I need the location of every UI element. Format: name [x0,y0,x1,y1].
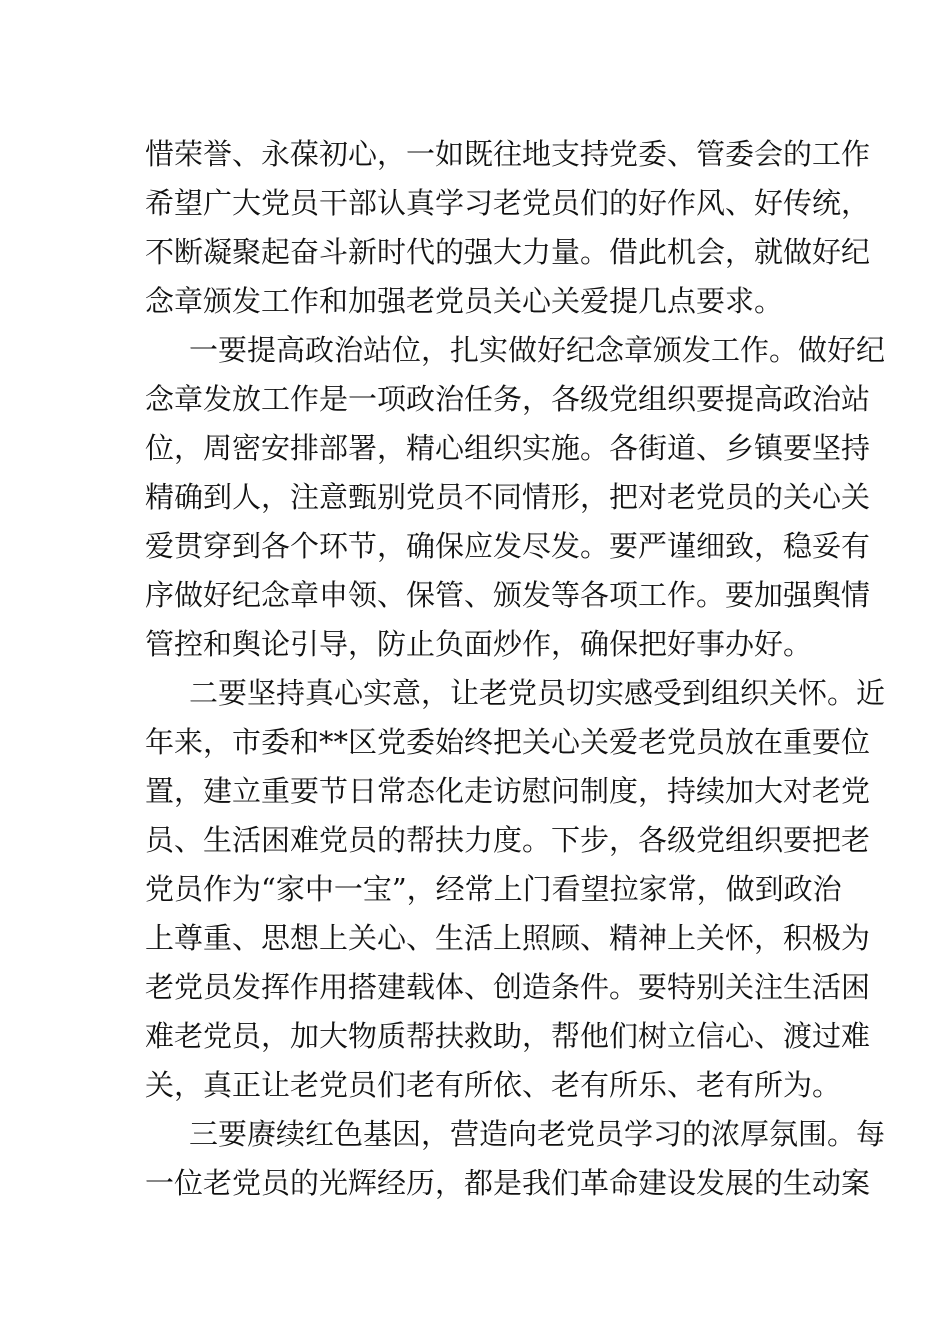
text-line: 位，周密安排部署，精心组织实施。各街道、乡镇要坚持 [145,431,871,465]
text-line: 员、生活困难党员的帮扶力度。下步，各级党组织要把老 [145,823,871,857]
text-line: 关，真正让老党员们老有所依、老有所乐、老有所为。 [145,1068,842,1102]
text-line: 惜荣誉、永葆初心，一如既往地支持党委、管委会的工作 [145,137,871,171]
paragraph-first-line: 一要提高政治站位，扎实做好纪念章颁发工作。做好纪 [189,333,886,367]
text-line: 难老党员，加大物质帮扶救助，帮他们树立信心、渡过难 [145,1019,871,1053]
text-line: 不断凝聚起奋斗新时代的强大力量。借此机会，就做好纪 [145,235,871,269]
text-line: 爱贯穿到各个环节，确保应发尽发。要严谨细致，稳妥有 [145,529,871,563]
text-line: 一位老党员的光辉经历，都是我们革命建设发展的生动案 [145,1166,871,1200]
text-line: 置，建立重要节日常态化走访慰问制度，持续加大对老党 [145,774,871,808]
paragraph-first-line: 三要赓续红色基因，营造向老党员学习的浓厚氛围。每 [189,1117,886,1151]
text-line: 念章发放工作是一项政治任务，各级党组织要提高政治站 [145,382,871,416]
text-line: 老党员发挥作用搭建载体、创造条件。要特别关注生活困 [145,970,871,1004]
paragraph-first-line: 二要坚持真心实意，让老党员切实感受到组织关怀。近 [189,676,886,710]
text-line: 党员作为“家中一宝”，经常上门看望拉家常，做到政治 [145,872,842,906]
text-line: 精确到人，注意甄别党员不同情形，把对老党员的关心关 [145,480,871,514]
text-line: 希望广大党员干部认真学习老党员们的好作风、好传统， [145,186,871,220]
text-line: 序做好纪念章申领、保管、颁发等各项工作。要加强舆情 [145,578,871,612]
text-line: 念章颁发工作和加强老党员关心关爱提几点要求。 [145,284,784,318]
document-body [145,130,886,1208]
text-line: 上尊重、思想上关心、生活上照顾、精神上关怀，积极为 [145,921,871,955]
text-line: 管控和舆论引导，防止负面炒作，确保把好事办好。 [145,627,813,661]
text-line: 年来，市委和**区党委始终把关心关爱老党员放在重要位 [145,725,871,759]
